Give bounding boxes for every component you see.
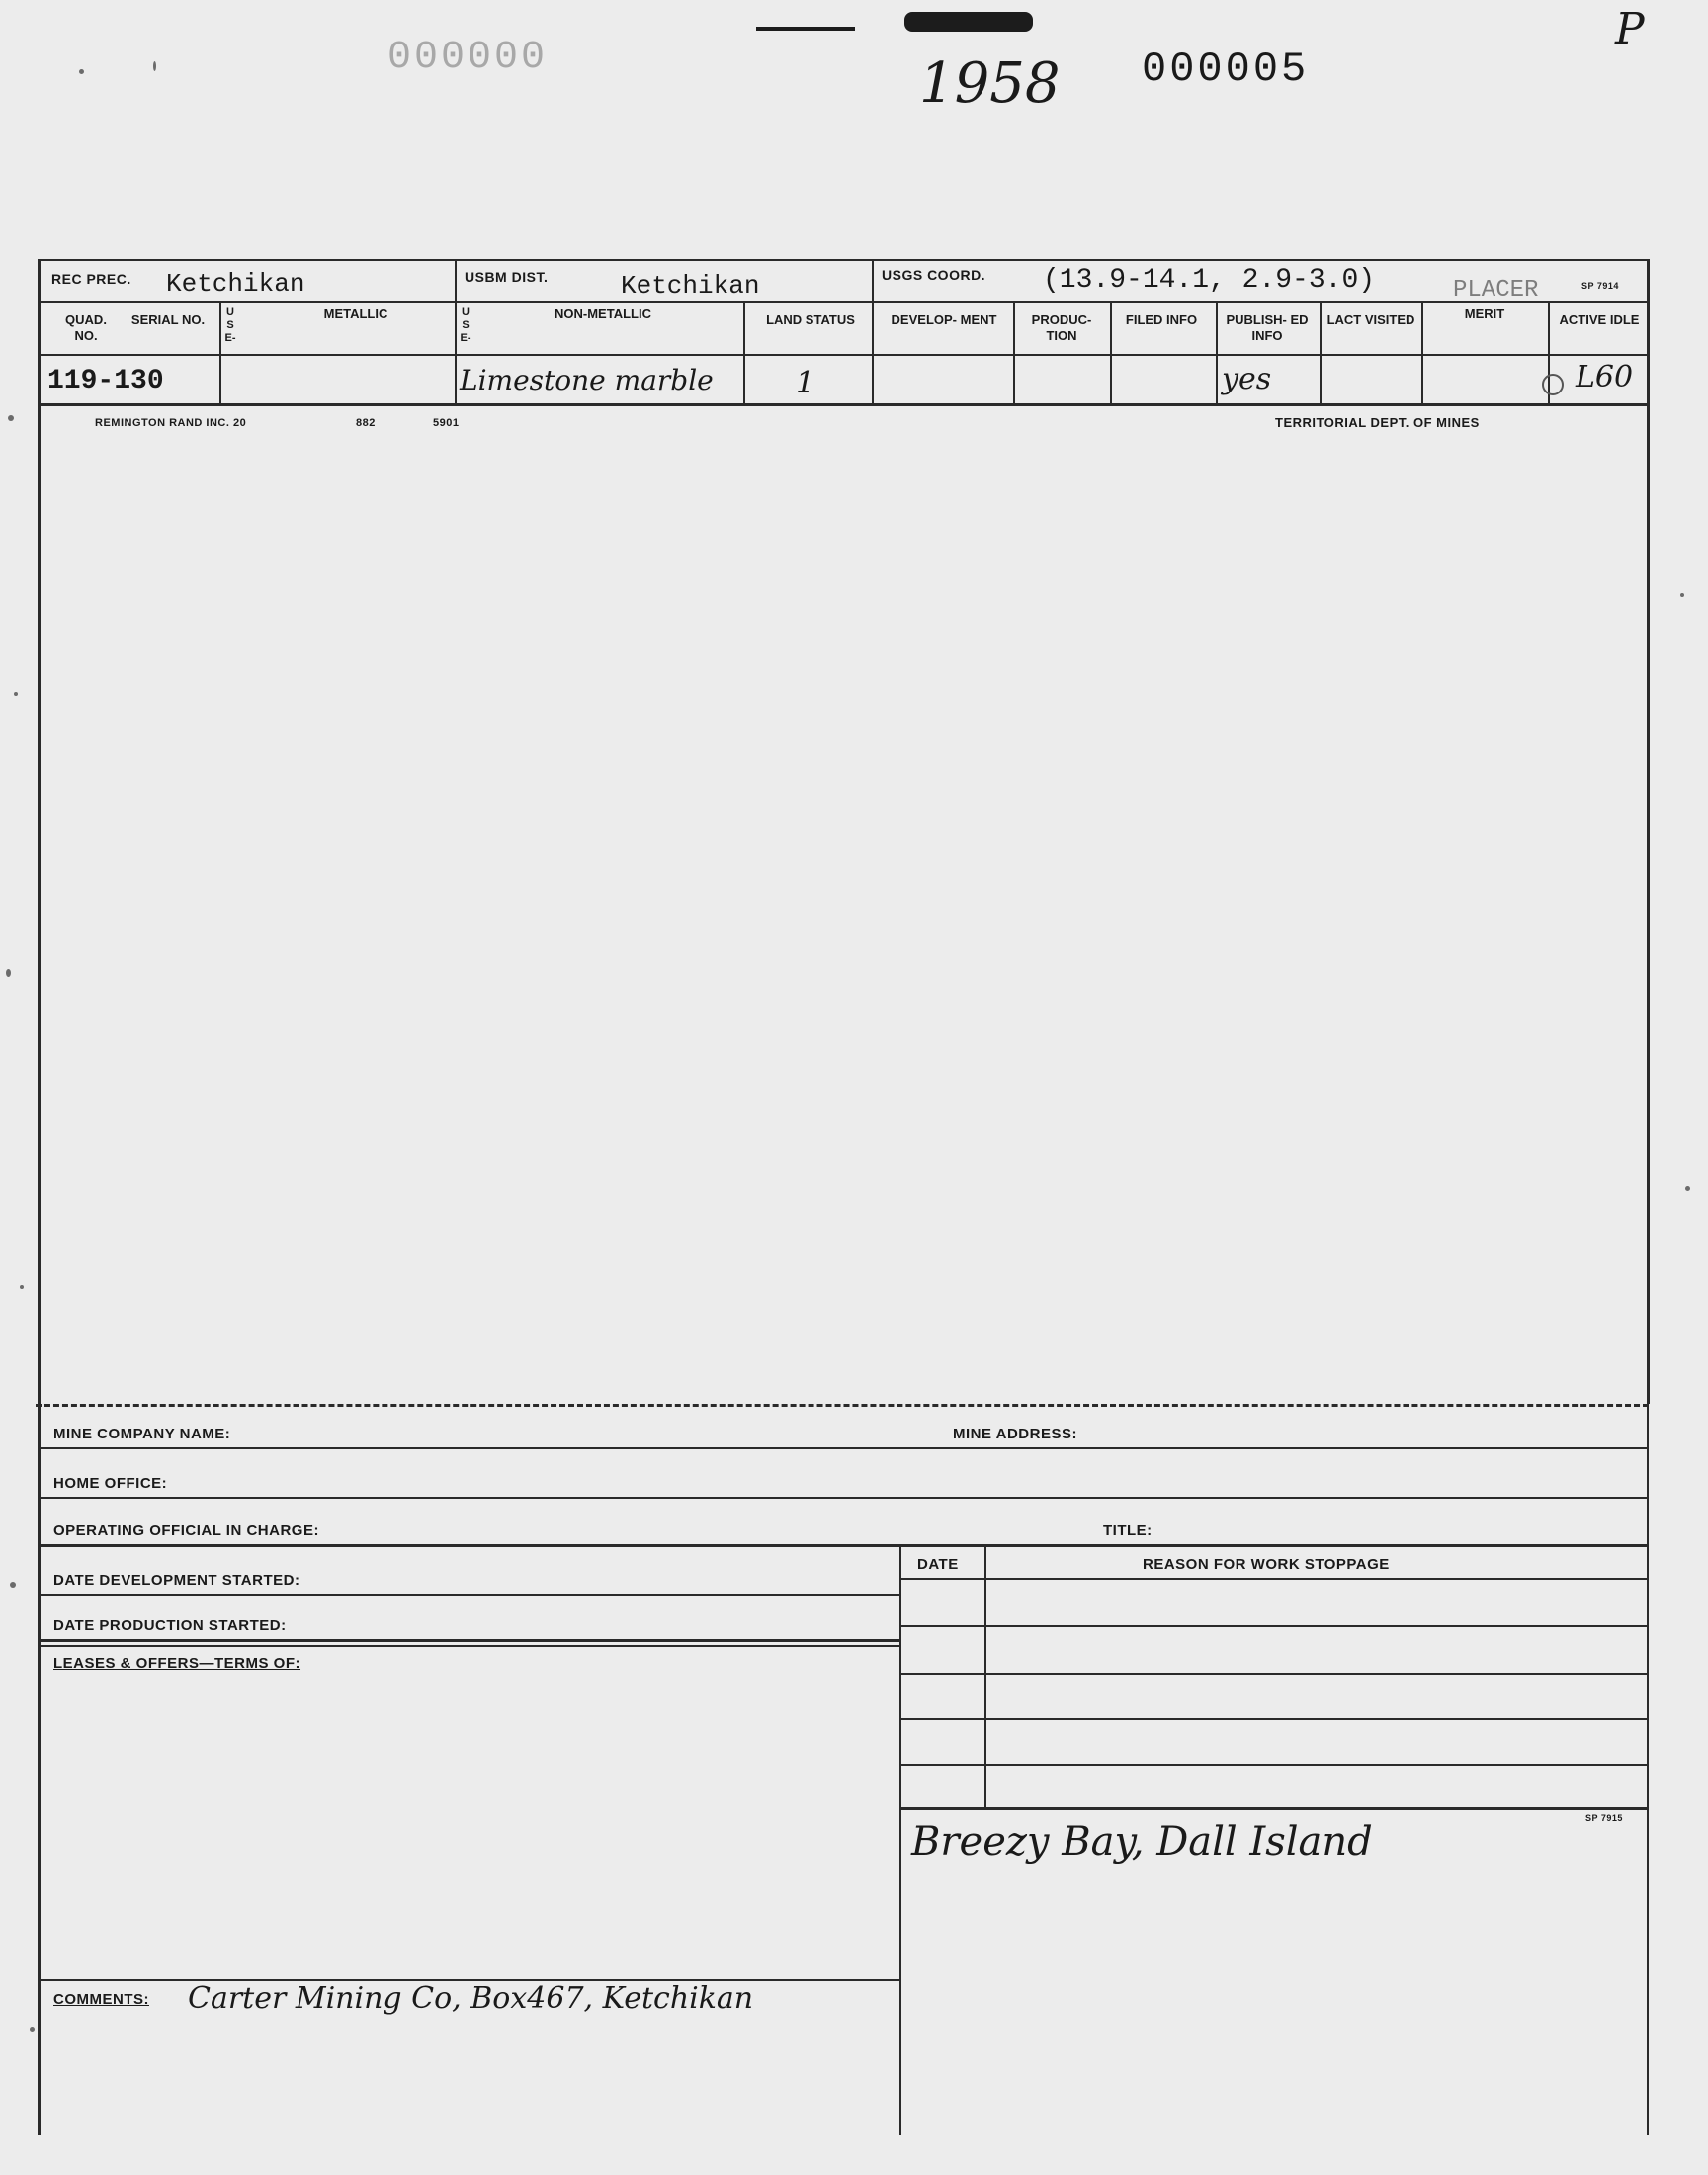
active-idle-value: L60 <box>1576 360 1634 394</box>
printer-code-2: 5901 <box>433 417 460 429</box>
col-merit: MERIT <box>1464 306 1505 321</box>
reason-row-3 <box>899 1718 1647 1720</box>
lower-line-1 <box>38 1447 1647 1449</box>
col-div-merit <box>1421 301 1423 403</box>
rec-prec-value: Ketchikan <box>166 269 305 299</box>
col-use-metallic: U S E- <box>224 306 236 344</box>
col-active-idle: ACTIVE IDLE <box>1559 312 1640 327</box>
col-div-filed <box>1110 301 1112 403</box>
columns-divider <box>38 354 1649 356</box>
col-production: PRODUC- TION <box>1031 312 1092 343</box>
reason-row-1 <box>899 1625 1647 1627</box>
col-filed-info: FILED INFO <box>1125 312 1198 327</box>
usbm-value: Ketchikan <box>621 271 760 301</box>
date-production-label: DATE PRODUCTION STARTED: <box>53 1617 287 1634</box>
title-label: TITLE: <box>1103 1522 1153 1539</box>
quad-serial-value: 119-130 <box>47 366 164 396</box>
ring-mark <box>1542 374 1564 395</box>
col-div-land <box>743 301 745 403</box>
territorial-dept: TERRITORIAL DEPT. OF MINES <box>1275 415 1480 430</box>
comments-label: COMMENTS: <box>53 1991 149 2008</box>
col-quad-no: QUAD. NO. <box>65 312 107 343</box>
lower-line-6 <box>38 1645 899 1647</box>
location-note: Breezy Bay, Dall Island <box>911 1819 1373 1865</box>
reason-row-5 <box>899 1807 1647 1810</box>
lower-center-divider <box>899 1544 901 2135</box>
non-metallic-value: Limestone marble <box>460 364 714 396</box>
col-last-visited: LACT VISITED <box>1326 312 1415 327</box>
form-top-border <box>38 259 1649 261</box>
date-development-label: DATE DEVELOPMENT STARTED: <box>53 1572 300 1589</box>
comments-value: Carter Mining Co, Box467, Ketchikan <box>188 1981 754 2016</box>
operating-official-label: OPERATING OFFICIAL IN CHARGE: <box>53 1522 319 1539</box>
reason-header-line <box>899 1578 1647 1580</box>
col-metallic: METALLIC <box>323 306 388 321</box>
usgs-value: (13.9-14.1, 2.9-3.0) <box>1043 265 1376 296</box>
top-dash-mark <box>756 27 855 31</box>
serial-stamp: 000005 <box>1142 45 1310 93</box>
lower-line-3 <box>38 1544 1647 1547</box>
col-use-nonmetallic: U S E- <box>460 306 471 344</box>
lower-left-border <box>38 1404 41 2135</box>
faded-number: 000000 <box>387 36 549 80</box>
form-code: SP 7914 <box>1581 281 1619 291</box>
mine-address-label: MINE ADDRESS: <box>953 1426 1077 1442</box>
handwritten-year: 1958 <box>919 51 1061 116</box>
form-code-2: SP 7915 <box>1585 1813 1623 1823</box>
printer-imprint: REMINGTON RAND INC. 20 <box>95 417 247 429</box>
placer-mark: PLACER <box>1453 277 1539 304</box>
lower-line-5 <box>38 1639 899 1642</box>
col-land-status: LAND STATUS <box>766 312 855 327</box>
corner-letter: P <box>1615 4 1645 54</box>
col-serial-no: SERIAL NO. <box>130 312 206 327</box>
header-divider <box>38 301 1649 303</box>
upper-box-bottom <box>36 1404 1649 1407</box>
top-blot-mark <box>904 12 1033 32</box>
mine-company-label: MINE COMPANY NAME: <box>53 1426 231 1442</box>
reason-row-2 <box>899 1673 1647 1675</box>
lower-line-2 <box>38 1497 1647 1499</box>
home-office-label: HOME OFFICE: <box>53 1475 168 1492</box>
reason-row-4 <box>899 1764 1647 1766</box>
reason-column-header: REASON FOR WORK STOPPAGE <box>1143 1556 1390 1573</box>
form-left-border <box>38 259 41 1404</box>
col-div-dev <box>872 301 874 403</box>
row-bottom <box>38 403 1649 406</box>
reason-date-divider <box>984 1544 986 1807</box>
published-value: yes <box>1222 362 1272 396</box>
usbm-label: USBM DIST. <box>465 269 549 285</box>
col-div-metallic <box>455 301 457 403</box>
form-right-border <box>1647 259 1650 1404</box>
rec-prec-label: REC PREC. <box>51 271 131 287</box>
col-development: DEVELOP- MENT <box>891 312 997 327</box>
col-div-use1 <box>219 301 221 403</box>
lower-line-4 <box>38 1594 899 1596</box>
col-non-metallic: NON-METALLIC <box>555 306 651 321</box>
lower-right-border <box>1647 1404 1649 2135</box>
leases-label: LEASES & OFFERS—TERMS OF: <box>53 1655 301 1672</box>
col-div-pub <box>1216 301 1218 403</box>
col-div-last <box>1320 301 1322 403</box>
col-div-prod <box>1013 301 1015 403</box>
land-status-value: 1 <box>796 366 815 400</box>
usgs-label: USGS COORD. <box>882 267 986 283</box>
date-column-header: DATE <box>917 1556 959 1573</box>
col-published-info: PUBLISH- ED INFO <box>1226 312 1309 343</box>
printer-code-1: 882 <box>356 417 376 429</box>
